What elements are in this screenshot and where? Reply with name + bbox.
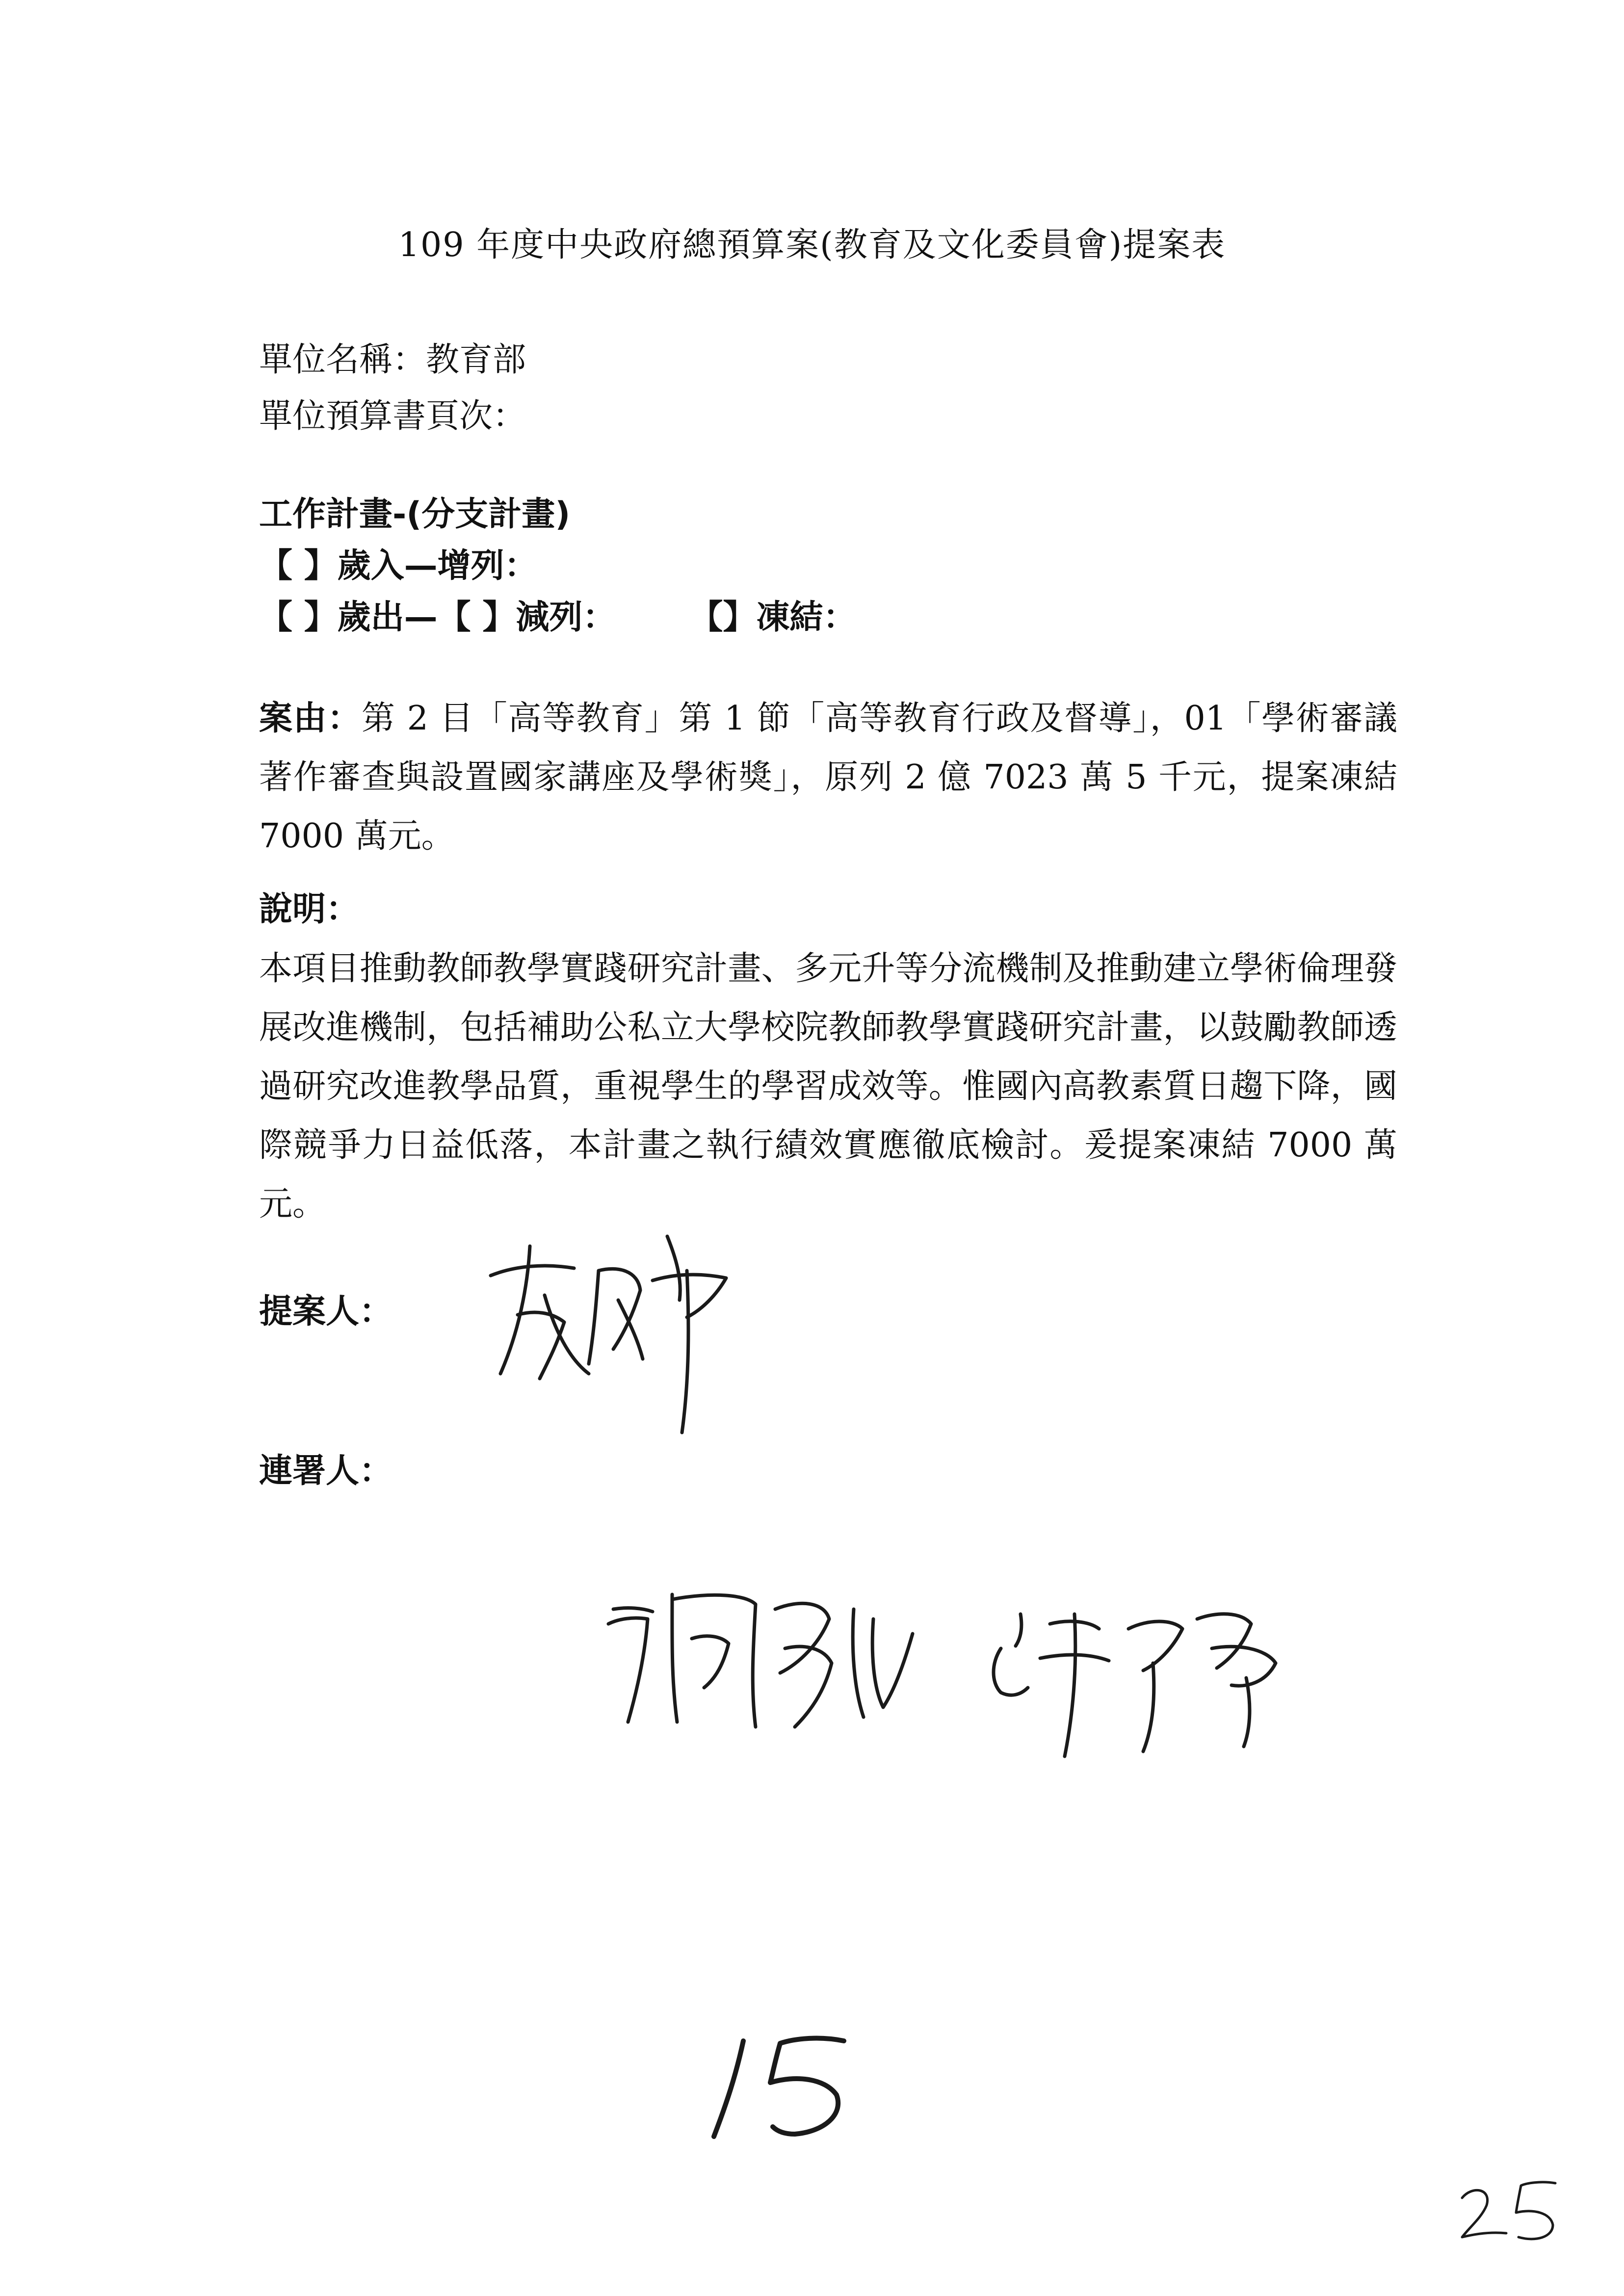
cosigner-signature-1 xyxy=(599,1580,932,1747)
work-plan-heading: 工作計畫-(分支計畫) xyxy=(259,495,571,534)
cosigner-signature-2 xyxy=(971,1590,1295,1766)
unit-name: 單位名稱：教育部 xyxy=(259,340,526,379)
document-title: 109 年度中央政府總預算案(教育及文化委員會)提案表 xyxy=(398,226,1226,264)
unit-budget-page: 單位預算書頁次： xyxy=(259,397,526,436)
handwritten-number xyxy=(697,2021,873,2149)
proposer-signature xyxy=(471,1217,746,1442)
reason-text: 第 2 目「高等教育」第 1 節「高等教育行政及督導」，01「學術審議著作審查與設置國家講座及學術獎」，原列 2 億 7023 萬 5 千元，提案凍結 7000 萬元。 xyxy=(259,699,1397,856)
explanation-label: 說明： xyxy=(259,890,360,929)
corner-number xyxy=(1452,2168,1570,2247)
freeze-label: 【】凍結： xyxy=(689,598,857,637)
expenditure-reduce-label: 【 】歲出—【 】減列： xyxy=(259,598,616,637)
revenue-line: 【 】歲入—增列： xyxy=(259,547,538,585)
cosigner-label: 連署人： xyxy=(259,1452,393,1490)
expenditure-line xyxy=(259,598,857,637)
explanation-text: 本項目推動教師教學實踐研究計畫、多元升等分流機制及推動建立學術倫理發展改進機制，包括補助公私立大學校院教師教學實踐研究計畫，以鼓勵教師透過研究改進教學品質，重視學生的學習成效等。惟國內高教素質日趨下降，國際競爭力日益低落，本計畫之執行績效實應徹底檢討。爰提案凍結 7000 萬元。 xyxy=(259,949,1397,1224)
reason-label: 案由： xyxy=(259,699,362,738)
proposer-label: 提案人： xyxy=(259,1292,393,1331)
reason-paragraph xyxy=(259,689,1397,866)
